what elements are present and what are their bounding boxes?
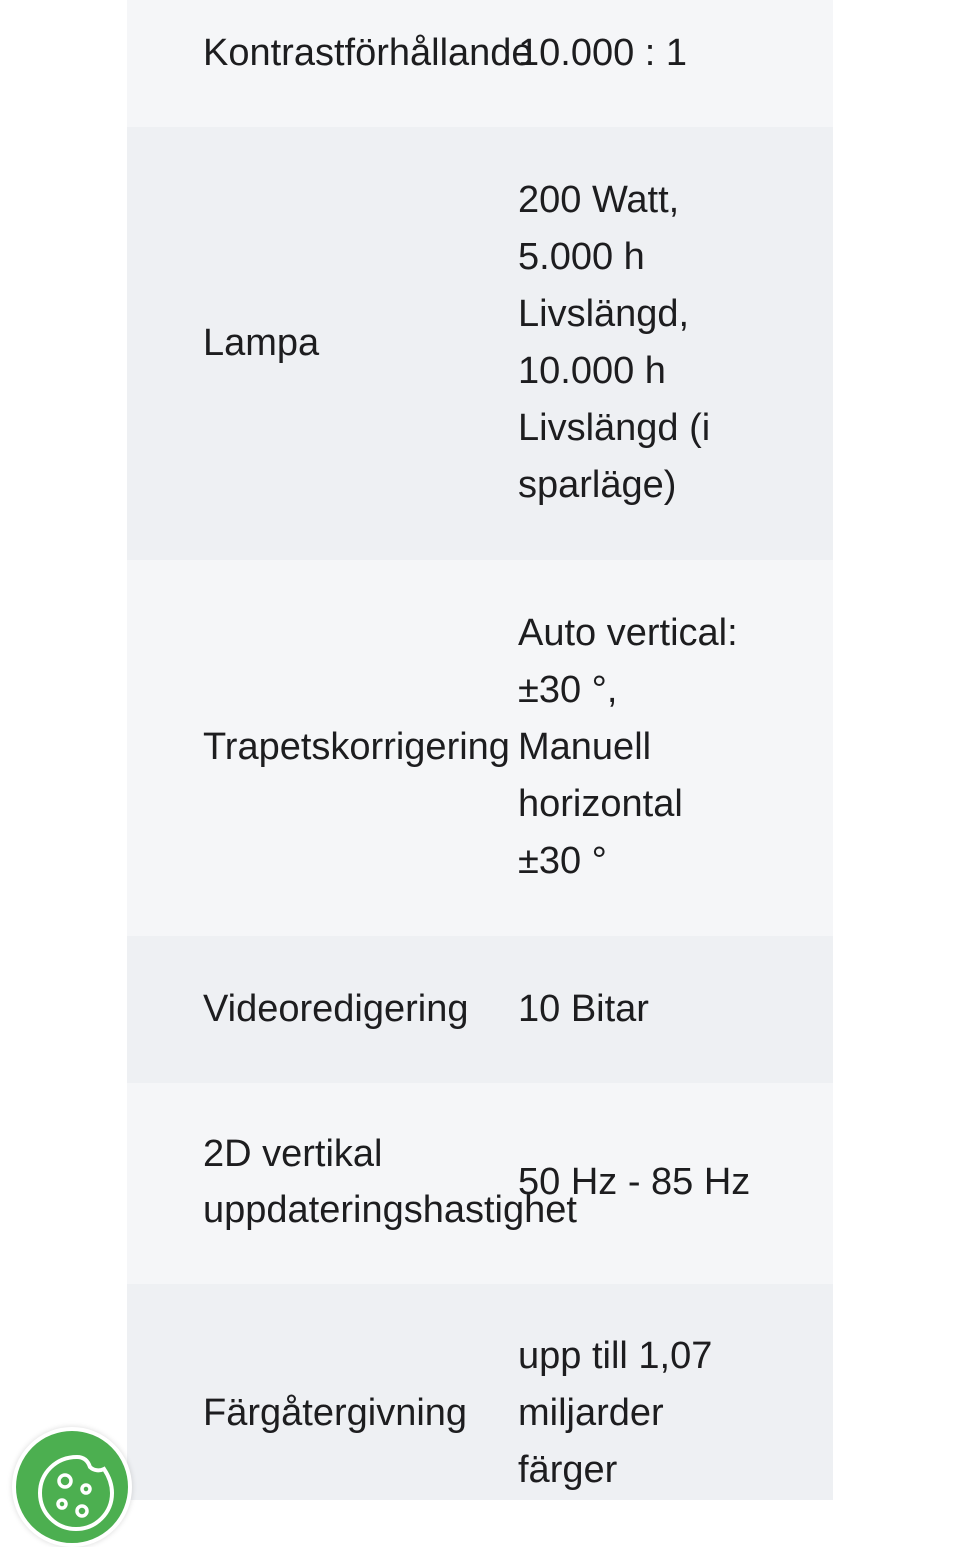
spec-label: Trapetskorrigering (203, 726, 510, 768)
spec-label: Färgåtergivning (203, 1392, 468, 1434)
spec-row-keystone (127, 560, 833, 936)
spec-row-refresh-rate (127, 1083, 833, 1284)
spec-value: Auto vertical: ±30 °, Manuell horizontal ±30 ° (518, 612, 738, 882)
spec-table (127, 0, 833, 1500)
spec-label: Kontrastförhållande (203, 32, 533, 74)
spec-label: Lampa (203, 322, 320, 364)
spec-value: 10 Bitar (518, 988, 649, 1030)
spec-value: 200 Watt, 5.000 h Livslängd, 10.000 h Livslängd (i sparläge) (518, 179, 711, 506)
spec-value: 50 Hz - 85 Hz (518, 1161, 751, 1203)
spec-label: 2D vertikal uppdateringshastighet (203, 1133, 577, 1231)
spec-row-video (127, 936, 833, 1083)
cookie-icon (32, 1449, 122, 1539)
spec-value: upp till 1,07 miljarder färger (518, 1335, 713, 1491)
spec-value: 10.000 : 1 (518, 32, 688, 74)
spec-row-contrast (127, 0, 833, 127)
cookie-settings-button[interactable] (12, 1427, 132, 1547)
spec-label: Videoredigering (203, 988, 469, 1030)
spec-row-lamp (127, 127, 833, 560)
spec-row-color (127, 1284, 833, 1500)
